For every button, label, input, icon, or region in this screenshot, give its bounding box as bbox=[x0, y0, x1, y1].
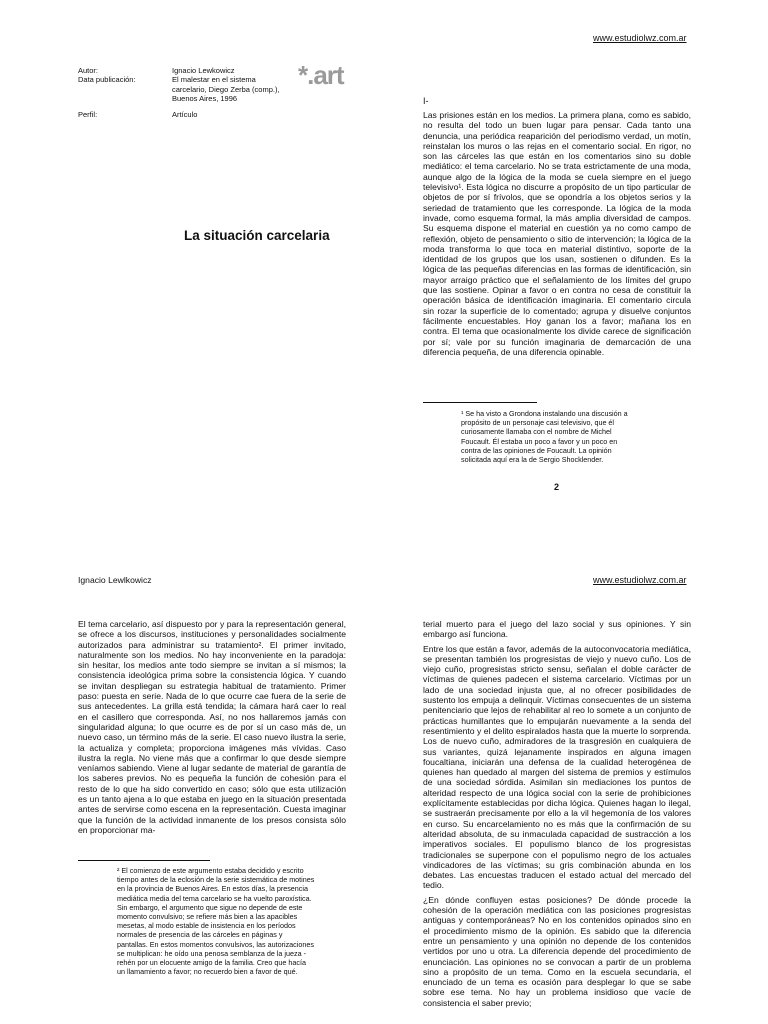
art-logo: *.art bbox=[298, 60, 344, 90]
metadata-block bbox=[78, 66, 298, 126]
paragraph: terial muerto para el juego del lazo social y sus opiniones. Y sin embargo así funciona. bbox=[423, 619, 691, 640]
footnote-divider-bottom bbox=[78, 860, 210, 861]
footnote-divider bbox=[423, 402, 537, 403]
body-text-left-column: El tema carcelario, así dispuesto por y para la representación general, se ofrece a los discursos, instituciones y personalidades socialmente autorizados para administrar su tratamiento². El primer invitado, naturalmente son los medios. No hay inconveniente en la paradoja: sin hesitar, los medios ante todo siempre se invitan a sí mismos; la consistencia ideológica prima sobre la consistencia lógica. Y cuando se invitan despliegan su estrategia habitual de tratamiento. Primer paso: puesta en serie. Nada de lo que ocurre cae fuera de la serie de sus antecedentes. La grilla está tendida; la cámara hará caer lo real en el casillero que corresponda. Así, no nos hallaremos jamás con singularidad alguna; lo que ocurre es de por sí un caso más de, un nuevo caso, un término más de la serie. El caso nuevo ilustra la serie, la actualiza y completa; proporciona imágenes más vívidas. Caso ilustra la regla. No viene más que a confirmar lo que desde siempre veníamos sabiendo. Viene al lugar sedante de material de garantía de los saberes previos. No es pequeña la función de cohesión para el resto de lo que ha sido convertido en caso; sólo que esta utilización es un tanto ajena a lo que estaba en juego en la situación presentada antes de servirse como escena en la representación. Cuesta imaginar que la función de la actividad inmanente de los presos consista sólo en proporcionar ma- bbox=[78, 619, 346, 835]
body-text-right-column bbox=[423, 619, 691, 1021]
website-url-bottom[interactable]: www.estudiolwz.com.ar bbox=[593, 575, 687, 585]
footnote-1: ¹ Se ha visto a Grondona instalando una discusión a propósito de un personaje casi televisivo, que él curiosamente llamaba con el nombre de Michel Foucault. Él estaba un poco a favor y un poco en contra de las opiniones de Foucault. La opinión solicitada aquí era la de Sergio Shocklender. bbox=[461, 409, 628, 465]
meta-value-publication: El malestar en el sistema carcelario, Diego Zerba (comp.), Buenos Aires, 1996 bbox=[172, 75, 280, 103]
page-number: 2 bbox=[554, 482, 560, 492]
document-title: La situación carcelaria bbox=[184, 228, 330, 243]
meta-label-publication: Data publicación: bbox=[78, 75, 136, 84]
paragraph: Entre los que están a favor, además de la autoconvocatoria mediática, se presentan también los progresistas de viejo y nuevo cuño. Los de viejo cuño, progresistas stricto sensu, señalan el doble carácter de víctimas de quienes padecen el sistema carcelario. Víctimas por un lado de una sociedad injusta que, al no ofrecer posibilidades de sustento los empuja a delinquir. Víctimas consecuentes de un sistema penitenciario que lejos de rehabilitar al reo lo somete a un conjunto de prácticas humillantes que lo empujarán nuevamente a la senda del resentimiento y el delito espiralados hasta que la muerte lo sorprenda. Los de nuevo cuño, admiradores de la trasgresión en cualquiera de sus variantes, quizá lejanamente inspirados en alguna imagen foucaltiana, iniciarán una defensa de la cualidad heterogénea de quienes han quedado al margen del sistema de premios y estímulos de una sociedad sórdida. Asimilan sin mediaciones los puntos de alteridad respecto de una lógica social con la serie de prohibiciones explícitamente establecidas por dicha lógica. Quienes hagan lo ilegal, se sustraerán precisamente por ello a la vil hegemonía de los valores en curso. Su encarcelamiento no es más que la confirmación de su alteridad absoluta, de su inmaculada capacidad de sustracción a los imperativos sociales. El populismo blanco de los progresistas tradicionales se superpone con el populismo negro de los actuales vindicadores de las víctimas; su gris combinación abunda en los debates. Las encuestas traducen el estado actual del mercado del tedio. bbox=[423, 643, 691, 891]
paragraph: ¿En dónde confluyen estas posiciones? De dónde procede la cohesión de la operación mediática con las posiciones progresistas antiguas y contemporáneas? No en los contenidos opinados sino en el procedimiento mismo de la opinión. Es sabido que la diferencia entre un pensamiento y una opinión no depende de los contenidos vertidos por uno u otra. La diferencia depende del procedimiento de enunciación. Las opiniones no se convocan a partir de un problema sino a propósito de un tema. Como en la escuela secundaria, el enunciado de un tema es ocasión para desplegar lo que se sabe sobre ese tema. No hay un problema insidioso que vacíe de consistencia el saber previo; bbox=[423, 894, 691, 1008]
meta-label-author: Autor: bbox=[78, 66, 99, 75]
website-url-top[interactable]: www.estudiolwz.com.ar bbox=[593, 33, 687, 43]
body-text-page-2: Las prisiones están en los medios. La primera plana, como es sabido, no resulta del todo un buen lugar para pensar. Cada tanto una denuncia, una periódica reaparición del periodismo verdad, un motín, reinstalan los muros o las rejas en el comentario social. En rigor, no son las cárceles las que están en los comentarios sino su doble mediático: el tema carcelario. No se trata estrictamente de una moda, aunque algo de la lógica de la moda se cuela siempre en el juego televisivo¹. Esta lógica no discurre a propósito de un tipo particular de objetos de por sí frívolos, que se opondría a los objetos serios y la seriedad de tratamiento que les corresponde. La lógica de la moda invade, como esquema formal, la más amplia diversidad de campos. Su esquema dispone el material en cuestión ya no como campo de reflexión, objeto de pensamiento o sitio de intervención; la lógica de la moda transforma lo que toca en material distintivo, soporte de la identidad de los grupos que los usan, sostienen o difunden. Es la lógica de las pequeñas diferencias en las formas de identificación, sin mayor arraigo práctico que el señalamiento de los límites del grupo que las sostiene. Opinar a favor o en contra no cesa de constituir la operación básica de identificación imaginaria. El comentario circula sin rozar la superficie de lo comentado; agrupa y disuelve conjuntos fácilmente encuestables. Hoy ganan los a favor; mañana los en contra. El tema que ocasionalmente los divide carece de significación por sí; vale por su función imaginaria de demarcación de una diferencia pequeña, de una diferencia opinable. bbox=[423, 110, 691, 357]
meta-label-profile: Perfil: bbox=[78, 110, 98, 119]
running-header-author: Ignacio Lewlkowicz bbox=[78, 575, 152, 585]
meta-value-author: Ignacio Lewkowicz bbox=[172, 66, 235, 75]
footnote-2: ² El comienzo de este argumento estaba decidido y escrito tiempo antes de la eclosión de la serie sistemática de motines en la provincia de Buenos Aires. En estos días, la presencia mediática media del tema carcelario se ha vuelto paroxística. Sin embargo, el argumento que sigue no depende de este momento convulsivo; se refiere más bien a las apacibles mesetas, al modo estable de insistencia en los períodos normales de presencia de las cárceles en páginas y pantallas. En estos momentos convulsivos, las autorizaciones se multiplican: he oído una penosa semblanza de la jueza - rehén por un elocuente amigo de la familia. Creo que hacía un llamamiento a favor; no recuerdo bien a favor de qué. bbox=[117, 866, 315, 977]
meta-value-profile: Artículo bbox=[172, 110, 198, 119]
section-number: I- bbox=[423, 96, 429, 106]
